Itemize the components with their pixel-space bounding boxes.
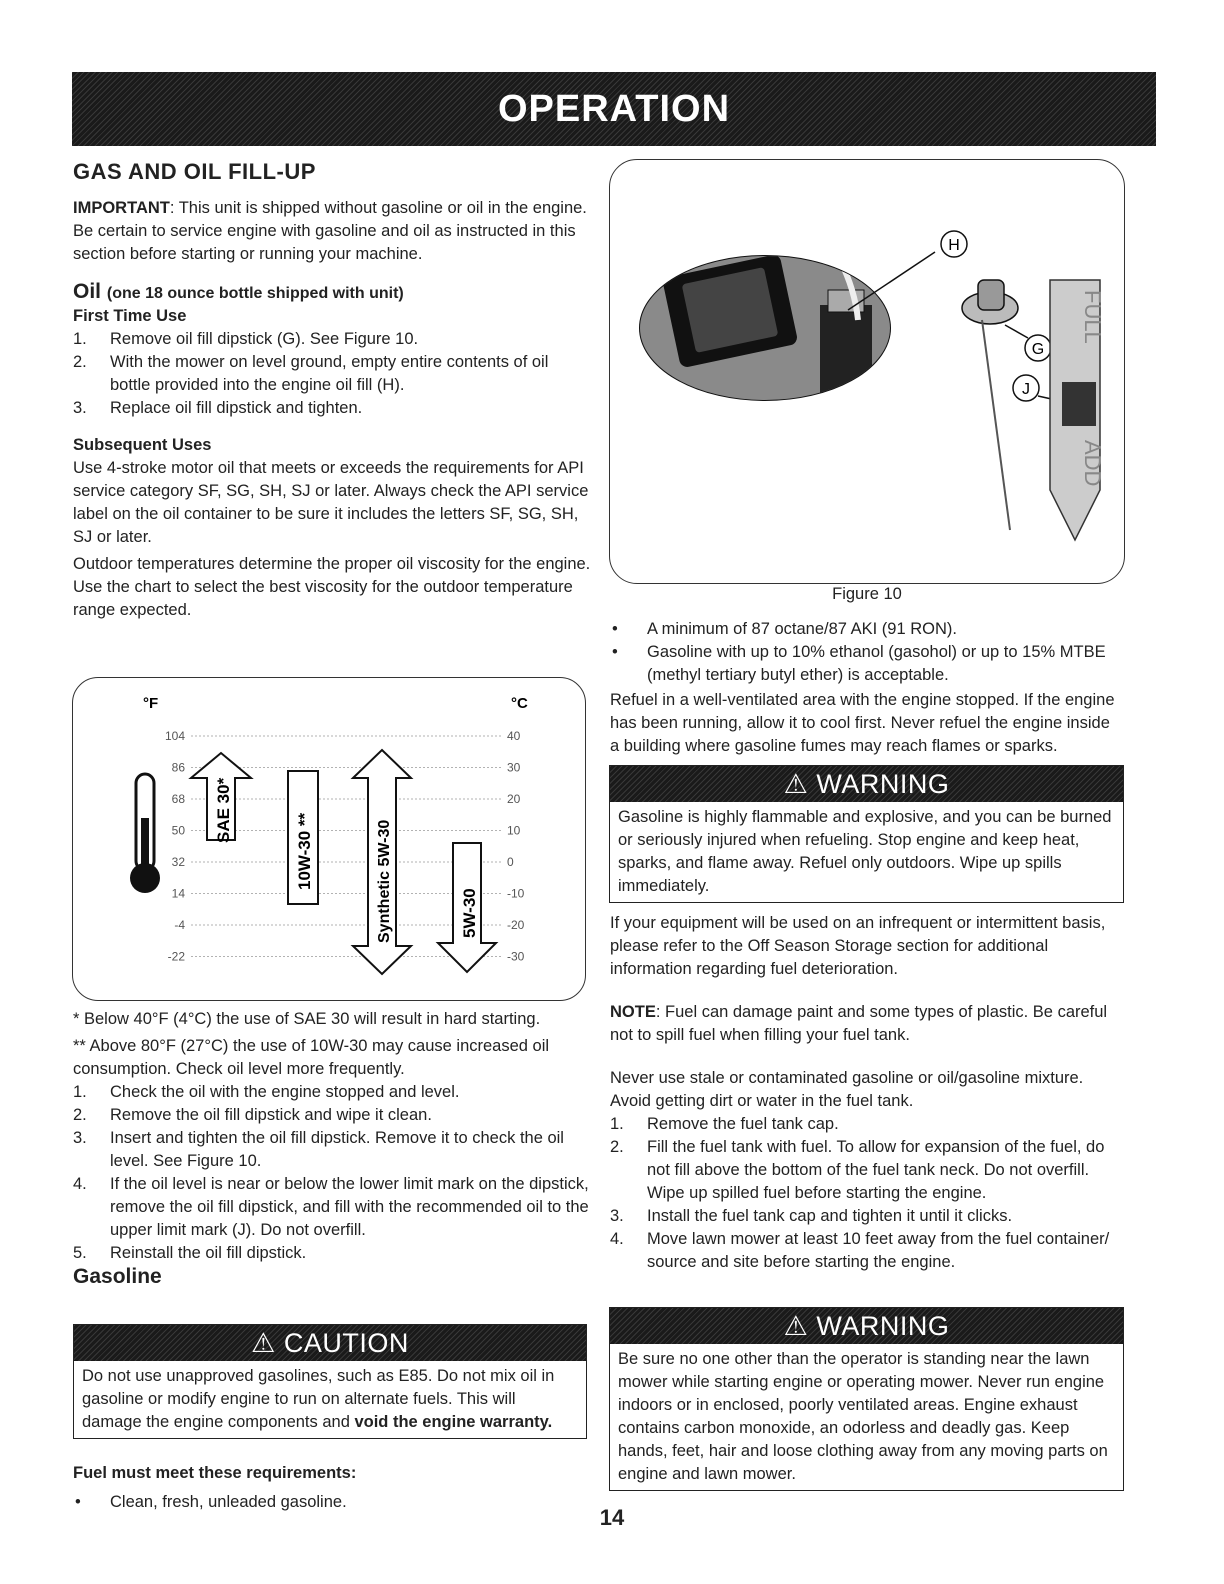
- grade-5w30: 5W-30: [460, 888, 479, 938]
- celsius-tick-label: -10: [507, 886, 525, 901]
- list-item: 4. Move lawn mower at least 10 feet away from the fuel container/ source and site before starting the engine.: [610, 1230, 1110, 1271]
- celsius-tick-label: -30: [507, 949, 525, 964]
- banner-title: OPERATION: [497, 87, 731, 130]
- callout-g: G: [1031, 341, 1045, 358]
- warning-triangle-icon: ⚠: [783, 1310, 809, 1341]
- celsius-tick-label: -20: [507, 918, 525, 932]
- viscosity-chart-svg: [73, 678, 585, 1000]
- warning-title: WARNING: [816, 768, 950, 799]
- list-item: 2. Remove the oil fill dipstick and wipe it clean.: [73, 1106, 432, 1124]
- warning-header: [610, 766, 1123, 802]
- caution-title: CAUTION: [283, 1327, 409, 1358]
- warning-triangle-icon: ⚠: [251, 1327, 276, 1358]
- fuel-fill-steps: [610, 1113, 1122, 1274]
- note-paragraph: NOTE: Fuel can damage paint and some types of plastic. Be careful not to spill fuel when filling your fuel tank.: [610, 1003, 1108, 1044]
- fuel-requirements-heading: Fuel must meet these requirements:: [73, 1464, 357, 1482]
- dipstick-add-label: ADD: [1080, 440, 1105, 487]
- celsius-tick-label: 20: [507, 792, 521, 806]
- footnote-2: ** Above 80°F (27°C) the use of 10W-30 may cause increased oil consumption. Check oil level more frequently.: [73, 1037, 550, 1078]
- list-item: 2. With the mower on level ground, empty entire contents of oil bottle provided into the engine oil fill (H).: [73, 353, 549, 394]
- figure-caption: Figure 10: [832, 585, 902, 603]
- first-time-steps: [73, 328, 593, 420]
- fahrenheit-tick-label: -22: [167, 949, 185, 964]
- celsius-tick-label: 40: [507, 729, 521, 743]
- page-number: 14: [599, 1505, 625, 1530]
- dipstick-full-label: FULL: [1080, 290, 1105, 344]
- warning-text: Gasoline is highly flammable and explosive, and you can be burned or seriously injured when refueling. Stop engine and keep heat, sparks, and flame away. Refuel only outdoors. Wipe up spills immediately.: [618, 808, 1112, 895]
- fahrenheit-tick-label: 68: [171, 792, 185, 806]
- list-item: 2. Fill the fuel tank with fuel. To allow for expansion of the fuel, do not fill above the bottom of the fuel tank neck. Do not overfill. Wipe up spilled fuel before starting the engine.: [610, 1138, 1105, 1202]
- celsius-tick-label: 30: [507, 760, 521, 775]
- celsius-unit: °C: [511, 695, 528, 712]
- right-column: [610, 618, 1120, 758]
- fahrenheit-tick-label: 32: [171, 855, 185, 869]
- callout-j: J: [1022, 381, 1030, 398]
- callout-h: H: [948, 237, 960, 254]
- grade-10w30: 10W-30 **: [295, 812, 314, 890]
- subsequent-paragraph-1: Use 4-stroke motor oil that meets or exceeds the requirements for API service category SF, SG, SH, SJ or later. Always check the API service label on the oil container to be sure it includes the letters SF, SG, SH, SJ or later.: [73, 459, 589, 546]
- list-item: • Clean, fresh, unleaded gasoline.: [73, 1491, 593, 1514]
- footnote-1: * Below 40°F (4°C) the use of SAE 30 will result in hard starting.: [73, 1010, 541, 1028]
- check-oil-steps: [73, 1081, 593, 1265]
- grade-sae30: SAE 30*: [214, 777, 233, 843]
- warning-box-refuel: [609, 765, 1124, 903]
- list-item: • A minimum of 87 octane/87 AKI (91 RON).: [610, 618, 1120, 641]
- first-time-use-heading: First Time Use: [73, 307, 187, 325]
- caution-header: [74, 1325, 586, 1361]
- right-column-middle: [610, 912, 1122, 1274]
- caution-text: Do not use unapproved gasolines, such as E85. Do not mix oil in gasoline or modify engine to run on alternate fuels. This will damage the engine components and void the engine warranty.: [82, 1367, 555, 1431]
- warning-triangle-icon: ⚠: [783, 768, 809, 799]
- grade-synthetic: Synthetic 5W-30: [376, 819, 393, 943]
- list-item: 3. Replace oil fill dipstick and tighten.: [73, 399, 363, 417]
- warning-text: Be sure no one other than the operator is standing near the lawn mower while starting engine or operating mower. Never run engine indoors or in enclosed, poorly ventilated areas. Engine exhaust contains carbon monoxide, an odorless and deadly gas. Keep hands, feet, hair and loose clothing away from any moving parts on engine and lawn mower.: [618, 1350, 1108, 1483]
- left-column: [73, 160, 593, 622]
- warning-box-operation: [609, 1307, 1124, 1491]
- fahrenheit-tick-label: 104: [164, 729, 185, 743]
- oil-heading: Oil (one 18 ounce bottle shipped with unit): [73, 280, 404, 303]
- list-item: • Gasoline with up to 10% ethanol (gasohol) or up to 15% MTBE (methyl tertiary butyl ether) is acceptable.: [610, 641, 1120, 687]
- stale-fuel-paragraph: Never use stale or contaminated gasoline or oil/gasoline mixture. Avoid getting dirt or water in the fuel tank.: [610, 1069, 1084, 1110]
- celsius-tick-label: 0: [507, 855, 514, 869]
- infrequent-use-paragraph: If your equipment will be used on an infrequent or intermittent basis, please refer to the Off Season Storage section for additional information regarding fuel deterioration.: [610, 914, 1106, 978]
- section-banner: [72, 72, 1156, 146]
- gasoline-heading: Gasoline: [73, 1265, 162, 1288]
- fahrenheit-tick-label: 14: [171, 886, 185, 901]
- thermometer-icon: [130, 774, 160, 893]
- fahrenheit-tick-label: -4: [174, 918, 185, 932]
- celsius-tick-label: 10: [507, 823, 521, 838]
- list-item: 5. Reinstall the oil fill dipstick.: [73, 1244, 307, 1262]
- list-item: 3. Insert and tighten the oil fill dipstick. Remove it to check the oil level. See Figure 10.: [73, 1129, 564, 1170]
- fahrenheit-tick-label: 50: [171, 823, 185, 838]
- fahrenheit-unit: °F: [143, 695, 159, 712]
- list-item: 1. Remove oil fill dipstick (G). See Figure 10.: [73, 330, 419, 348]
- refuel-paragraph: Refuel in a well-ventilated area with the engine stopped. If the engine has been running, allow it to cool first. Never refuel the engine inside a building where gasoline fumes may reach flames or sparks.: [610, 691, 1115, 755]
- list-item: 1. Remove the fuel tank cap.: [610, 1115, 839, 1133]
- fahrenheit-tick-label: 86: [171, 760, 185, 775]
- warning-title: WARNING: [816, 1310, 950, 1341]
- list-item: 3. Install the fuel tank cap and tighten it until it clicks.: [610, 1207, 1013, 1225]
- list-item: 4. If the oil level is near or below the lower limit mark on the dipstick, remove the oil fill dipstick, and fill with the recommended oil to the upper limit mark (J). Do not overfill.: [73, 1175, 589, 1239]
- subsequent-paragraph-2: Outdoor temperatures determine the proper oil viscosity for the engine. Use the chart to select the best viscosity for the outdoor temperature range expected.: [73, 555, 591, 619]
- figure-10: [609, 159, 1125, 584]
- warning-header: [610, 1308, 1123, 1344]
- section-title: GAS AND OIL FILL-UP: [73, 159, 316, 184]
- left-column-lower: [73, 1008, 593, 1288]
- subsequent-uses-heading: Subsequent Uses: [73, 436, 212, 454]
- caution-box: [73, 1324, 587, 1439]
- figure-10-illustration: [610, 160, 1124, 583]
- list-item: 1. Check the oil with the engine stopped and level.: [73, 1083, 460, 1101]
- important-paragraph: IMPORTANT: This unit is shipped without gasoline or oil in the engine. Be certain to service engine with gasoline and oil as instructed in this section before starting or running your machine.: [73, 199, 587, 263]
- oil-viscosity-chart: [72, 677, 586, 1001]
